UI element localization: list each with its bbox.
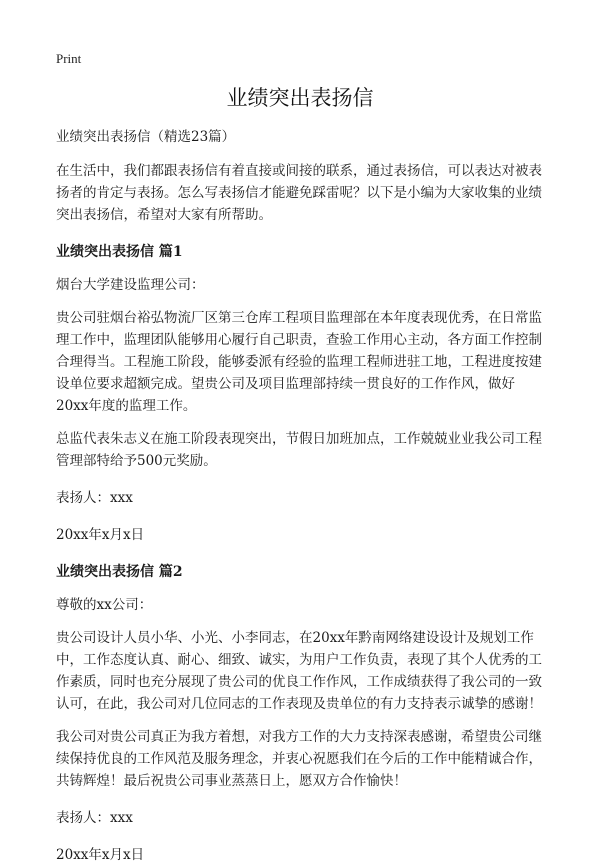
body-paragraph: 我公司对贵公司真正为我方着想，对我方工作的大力支持深表感谢，希望贵公司继续保持优良的工作风范及服务理念，并衷心祝愿我们在今后的工作中能精诚合作，共铸辉煌！最后祝贵公司事业蒸蒸日上，愿双方合作愉快！ — [56, 729, 542, 789]
signer: 表扬人：xxx — [56, 490, 133, 506]
section-heading: 业绩突出表扬信 篇2 — [56, 564, 183, 580]
signer: 表扬人：xxx — [56, 810, 133, 826]
section-heading: 业绩突出表扬信 篇1 — [56, 244, 183, 260]
body-paragraph: 贵公司设计人员小华、小光、小李同志，在20xx年黔南网络建设设计及规划工作中，工作态度认真、耐心、细致、诚实，为用户工作负责，表现了其个人优秀的工作素质，同时也充分展现了贵公司的优良工作作风，工作成绩获得了我公司的一致认可，在此，我公司对几位同志的工作表现及贵单位的有力支持表示诚挚的感谢！ — [56, 630, 542, 712]
intro-paragraph: 在生活中，我们都跟表扬信有着直接或间接的联系，通过表扬信，可以表达对被表扬者的肯定与表扬。怎么写表扬信才能避免踩雷呢？以下是小编为大家收集的业绩突出表扬信，希望对大家有所帮助。 — [56, 163, 542, 223]
body-paragraph: 总监代表朱志义在施工阶段表现突出，节假日加班加点，工作兢兢业业我公司工程管理部特给予500元奖励。 — [56, 431, 542, 469]
body-paragraph: 贵公司驻烟台裕弘物流厂区第三仓库工程项目监理部在本年度表现优秀，在日常监理工作中，监理团队能够用心履行自己职责，查验工作用心主动，各方面工作控制合理得当。工程施工阶段，能够委派有经验的监理工程师进驻工地，工程进度按建设单位要求超额完成。望贵公司及项目监理部持续一贯良好的工作作风，做好20xx年度的监理工作。 — [56, 310, 542, 414]
letter-date: 20xx年x月x日 — [56, 527, 145, 543]
page-title: 业绩突出表扬信 — [226, 86, 374, 110]
document-subtitle: 业绩突出表扬信（精选23篇） — [56, 129, 236, 145]
salutation: 尊敬的xx公司： — [56, 597, 153, 613]
letter-section-2 — [56, 561, 544, 866]
letter-date: 20xx年x月x日 — [56, 847, 145, 863]
salutation: 烟台大学建设监理公司： — [56, 277, 205, 293]
print-link[interactable]: Print — [56, 51, 82, 66]
letter-section-1 — [56, 241, 544, 546]
